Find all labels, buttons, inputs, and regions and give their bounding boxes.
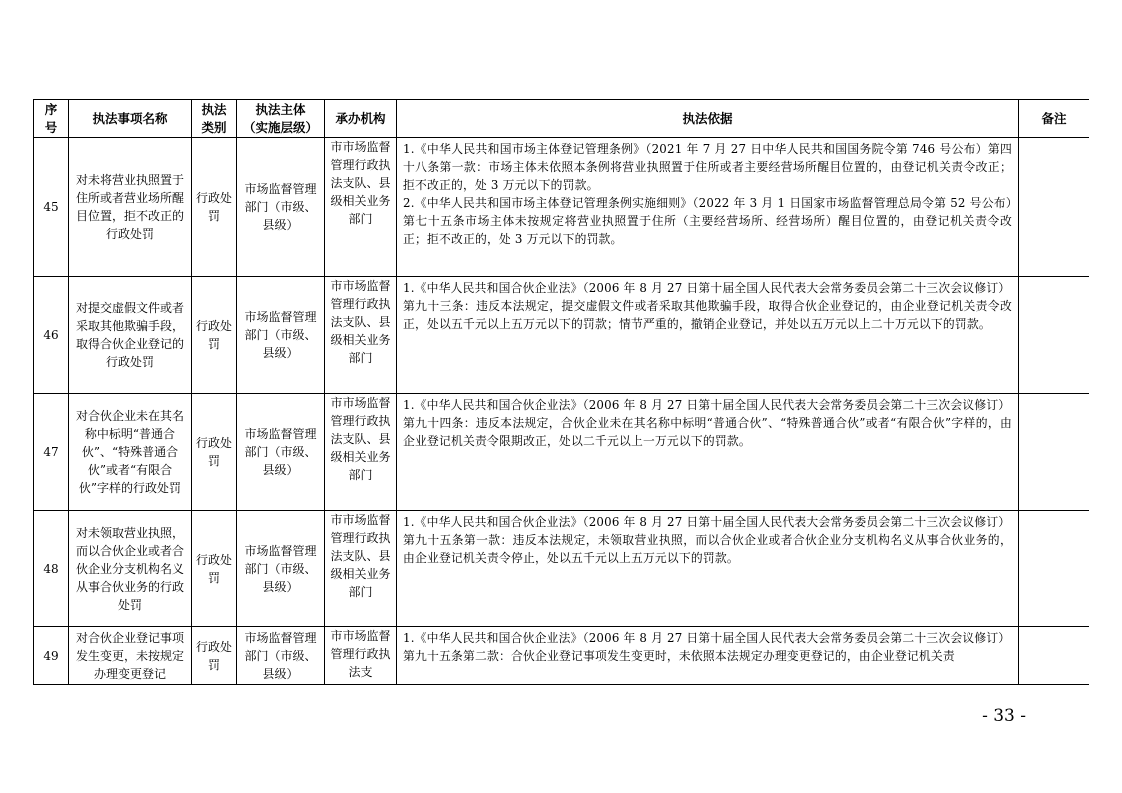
- row-basis: [397, 138, 1019, 277]
- header-basis: [397, 100, 1019, 138]
- table-row: [34, 138, 1090, 277]
- row-agency: 市市场监督管理行政执法支队、县级相关业务部门: [325, 511, 397, 627]
- row-basis: [397, 277, 1019, 394]
- row-remark: [1019, 511, 1090, 627]
- table-row: [34, 511, 1090, 627]
- header-subject: [237, 100, 325, 138]
- header-remark-text: 备注: [1041, 110, 1067, 126]
- row-category: 行政处罚: [192, 394, 237, 511]
- row-seq: 47: [34, 394, 69, 511]
- row-item-name: 对合伙企业登记事项发生变更，未按规定办理变更登记: [69, 627, 192, 685]
- basis-paragraph: 第九十五条第一款：违反本法规定，未领取营业执照，而以合伙企业或者合伙企业分支机构名义从事合伙业务的，由企业登记机关责令停止，处以五千元以上五万元以下的罚款。: [403, 533, 1012, 565]
- row-basis: [397, 394, 1019, 511]
- row-subject: 市场监督管理部门（市级、县级）: [237, 138, 325, 277]
- header-agency-text: 承办机构: [335, 110, 386, 126]
- basis-paragraph: 2.《中华人民共和国市场主体登记管理条例实施细则》（2022 年 3 月 1 日国家市场监督管理总局令第 52 号公布）第七十五条市场主体未按规定将营业执照置于住所（主要经营场所、经营场所）醒目位置的，由登记机关责令改正；拒不改正的，处 3 万元以下的罚款。: [403, 196, 1012, 246]
- table-header-row: [34, 100, 1090, 138]
- table-row: [34, 277, 1090, 394]
- row-item-name: 对未将营业执照置于住所或者营业场所醒目位置，拒不改正的行政处罚: [69, 138, 192, 277]
- row-agency: 市市场监督管理行政执法支队、县级相关业务部门: [325, 394, 397, 511]
- basis-paragraph: 第九十五条第二款：合伙企业登记事项发生变更时，未依照本法规定办理变更登记的，由企业登记机关责: [403, 649, 955, 663]
- table-row: [34, 394, 1090, 511]
- basis-paragraph: 1.《中华人民共和国合伙企业法》（2006 年 8 月 27 日第十届全国人民代表大会常务委员会第二十三次会议修订）: [403, 398, 1011, 412]
- row-item-name: 对提交虚假文件或者采取其他欺骗手段，取得合伙企业登记的行政处罚: [69, 277, 192, 394]
- row-seq: 45: [34, 138, 69, 277]
- basis-paragraph: 第九十三条：违反本法规定，提交虚假文件或者采取其他欺骗手段，取得合伙企业登记的，由企业登记机关责令改正，处以五千元以上五万元以下的罚款；情节严重的，撤销企业登记，并处以五万元以上二十万元以下的罚款。: [403, 299, 1012, 331]
- row-subject: 市场监督管理部门（市级、县级）: [237, 394, 325, 511]
- header-name-text: 执法事项名称: [92, 110, 168, 126]
- row-subject: 市场监督管理部门（市级、县级）: [237, 511, 325, 627]
- header-subject-text: 执法主体 （实施层级）: [242, 101, 318, 135]
- row-subject: 市场监督管理部门（市级、县级）: [237, 627, 325, 685]
- row-basis: [397, 511, 1019, 627]
- row-seq: 46: [34, 277, 69, 394]
- table-row: [34, 627, 1090, 685]
- row-agency: 市市场监督管理行政执法支: [325, 627, 397, 685]
- basis-paragraph: 第九十四条：违反本法规定，合伙企业未在其名称中标明“普通合伙”、“特殊普通合伙”或者“有限合伙”字样的，由企业登记机关责令限期改正，处以二千元以上一万元以下的罚款。: [403, 416, 1012, 448]
- header-category-text: 执法 类别: [201, 101, 227, 135]
- basis-paragraph: 1.《中华人民共和国市场主体登记管理条例》（2021 年 7 月 27 日中华人民共和国国务院令第 746 号公布）第四十八条第一款：市场主体未依照本条例将营业执照置于住所或者主要经营场所醒目位置的，由登记机关责令改正；拒不改正的，处 3 万元以下的罚款。: [403, 142, 1012, 192]
- row-item-name: 对合伙企业未在其名称中标明“普通合伙”、“特殊普通合伙”或者“有限合伙”字样的行政处罚: [69, 394, 192, 511]
- header-remark: [1019, 100, 1090, 138]
- header-category: [192, 100, 237, 138]
- header-seq-text: 序 号: [44, 101, 58, 135]
- header-seq: [34, 100, 69, 138]
- row-agency: 市市场监督管理行政执法支队、县级相关业务部门: [325, 138, 397, 277]
- row-basis: [397, 627, 1019, 685]
- row-item-name: 对未领取营业执照，而以合伙企业或者合伙企业分支机构名义从事合伙业务的行政处罚: [69, 511, 192, 627]
- basis-paragraph: 1.《中华人民共和国合伙企业法》（2006 年 8 月 27 日第十届全国人民代表大会常务委员会第二十三次会议修订）: [403, 515, 1011, 529]
- enforcement-table: [33, 99, 1089, 685]
- header-basis-text: 执法依据: [682, 110, 733, 126]
- row-remark: [1019, 394, 1090, 511]
- row-category: 行政处罚: [192, 138, 237, 277]
- row-remark: [1019, 277, 1090, 394]
- basis-paragraph: 1.《中华人民共和国合伙企业法》（2006 年 8 月 27 日第十届全国人民代表大会常务委员会第二十三次会议修订）: [403, 631, 1011, 645]
- row-seq: 48: [34, 511, 69, 627]
- basis-paragraph: 1.《中华人民共和国合伙企业法》（2006 年 8 月 27 日第十届全国人民代表大会常务委员会第二十三次会议修订）: [403, 281, 1011, 295]
- row-subject: 市场监督管理部门（市级、县级）: [237, 277, 325, 394]
- enforcement-table-container: [33, 99, 1089, 686]
- row-agency: 市市场监督管理行政执法支队、县级相关业务部门: [325, 277, 397, 394]
- header-name: [69, 100, 192, 138]
- page-number: - 33 -: [982, 706, 1026, 726]
- row-remark: [1019, 627, 1090, 685]
- row-category: 行政处罚: [192, 511, 237, 627]
- row-seq: 49: [34, 627, 69, 685]
- header-agency: [325, 100, 397, 138]
- row-category: 行政处罚: [192, 277, 237, 394]
- row-remark: [1019, 138, 1090, 277]
- row-category: 行政处罚: [192, 627, 237, 685]
